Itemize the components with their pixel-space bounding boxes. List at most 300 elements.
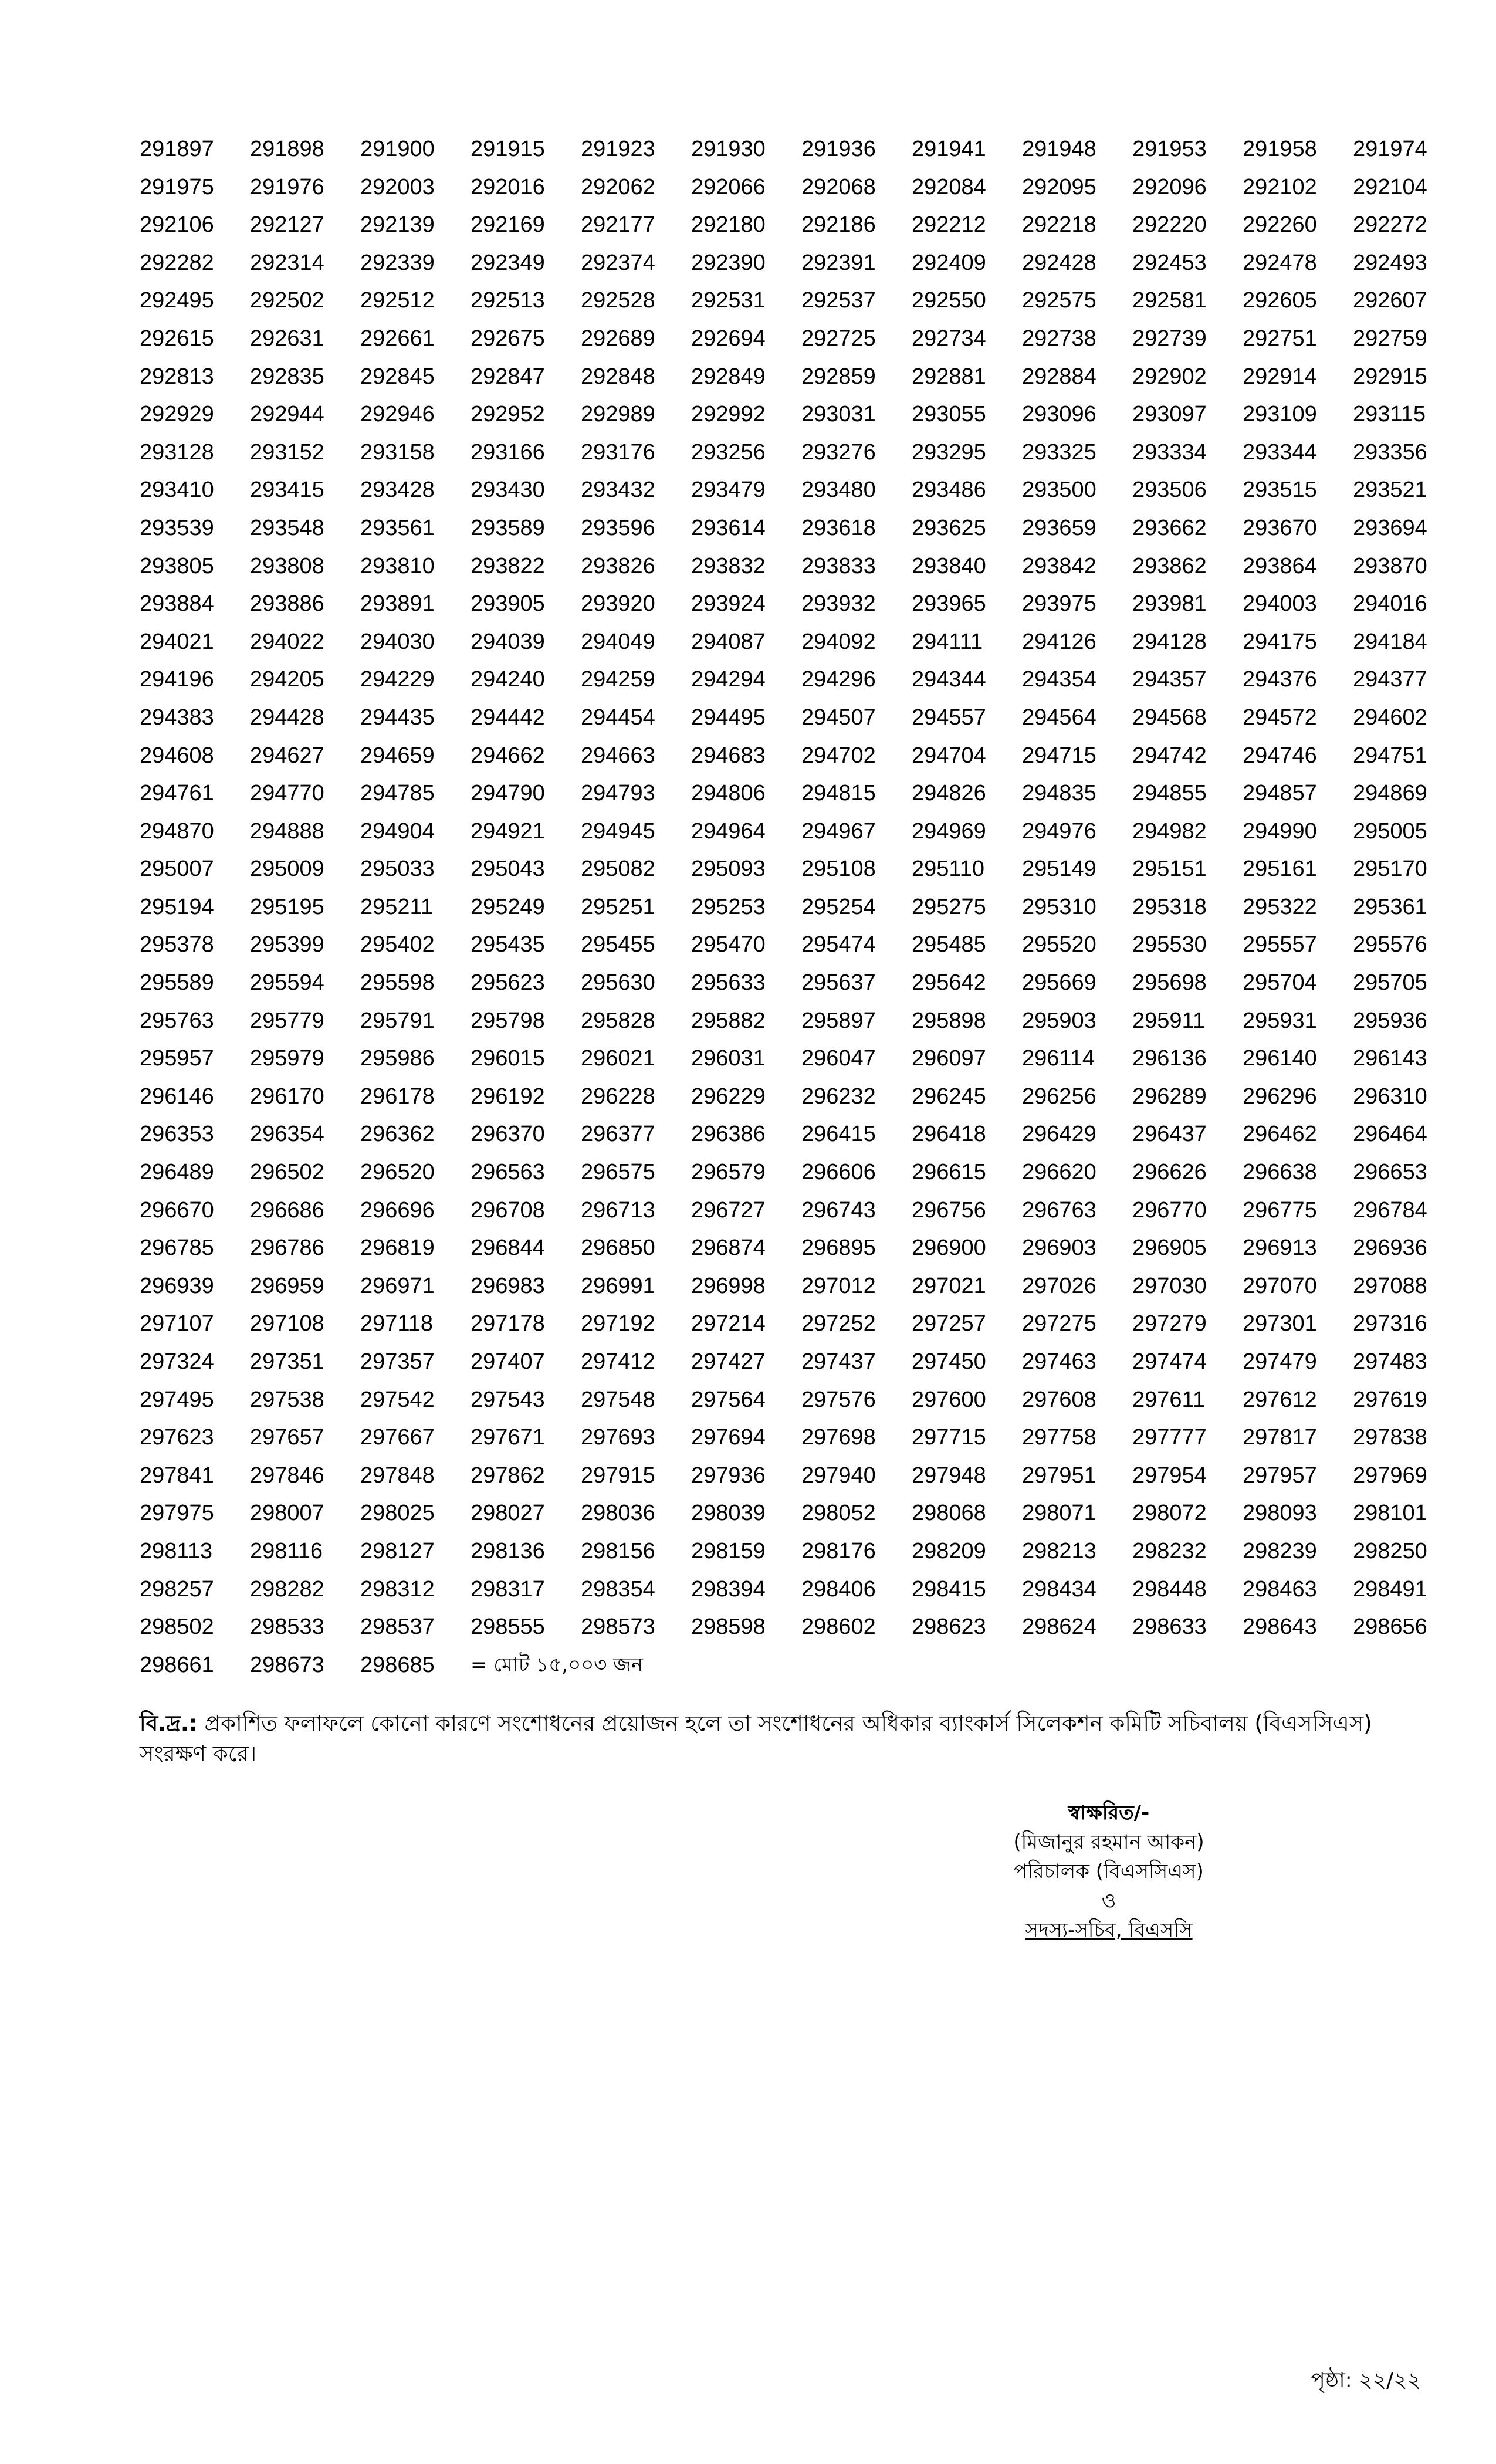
roll-number-cell: 297657 <box>250 1425 324 1450</box>
roll-number-cell: 295033 <box>360 857 435 882</box>
roll-number-cell: 292575 <box>1022 288 1096 313</box>
roll-number-cell: 291898 <box>250 137 324 161</box>
roll-number-cell: 294344 <box>912 667 986 692</box>
roll-number-cell: 298502 <box>140 1615 214 1640</box>
roll-number-cell: 297324 <box>140 1349 214 1374</box>
roll-number-cell: 295455 <box>581 932 655 957</box>
roll-number-cell: 294785 <box>360 781 435 806</box>
roll-number-cell: 295318 <box>1132 894 1207 919</box>
table-row <box>140 395 1463 434</box>
roll-number-cell: 298633 <box>1132 1615 1207 1640</box>
roll-number-cell: 293515 <box>1243 478 1317 503</box>
roll-number-cell: 295882 <box>691 1008 766 1033</box>
roll-number-cell: 294976 <box>1022 818 1096 844</box>
roll-number-cell: 291975 <box>140 174 214 199</box>
roll-number-cell: 296905 <box>1132 1236 1207 1261</box>
roll-number-cell: 297936 <box>691 1463 766 1488</box>
roll-number-cell: 297969 <box>1353 1463 1427 1488</box>
table-row <box>140 1153 1463 1192</box>
roll-number-cell: 292813 <box>140 364 214 389</box>
roll-number-cell: 292428 <box>1022 250 1096 275</box>
roll-number-cell: 297948 <box>912 1463 986 1488</box>
roll-number-cell: 295791 <box>360 1008 435 1033</box>
roll-number-cell: 292845 <box>360 364 435 389</box>
roll-number-cell: 296575 <box>581 1160 655 1185</box>
roll-number-cell: 296874 <box>691 1236 766 1261</box>
roll-number-cell: 297543 <box>471 1387 545 1412</box>
roll-number-cell: 295009 <box>250 857 324 882</box>
roll-number-cell: 292478 <box>1243 250 1317 275</box>
table-row <box>140 1494 1463 1532</box>
roll-number-cell: 296903 <box>1022 1236 1096 1261</box>
table-row <box>140 1419 1463 1457</box>
roll-number-cell: 298415 <box>912 1576 986 1602</box>
roll-number-cell: 297957 <box>1243 1463 1317 1488</box>
roll-number-cell: 294184 <box>1353 629 1427 654</box>
roll-number-cell: 297715 <box>912 1425 986 1450</box>
roll-number-cell: 294376 <box>1243 667 1317 692</box>
roll-number-cell: 293614 <box>691 515 766 540</box>
roll-number-cell: 292493 <box>1353 250 1427 275</box>
roll-number-cell: 292725 <box>801 326 876 351</box>
roll-number-cell: 297026 <box>1022 1273 1096 1298</box>
roll-number-cell: 292096 <box>1132 174 1207 199</box>
roll-number-cell: 297841 <box>140 1463 214 1488</box>
roll-number-cell: 296170 <box>250 1084 324 1109</box>
roll-number-cell: 296983 <box>471 1273 545 1298</box>
roll-number-cell: 294945 <box>581 818 655 844</box>
roll-number-cell: 297279 <box>1132 1311 1207 1336</box>
roll-number-cell: 294175 <box>1243 629 1317 654</box>
roll-number-cell: 298537 <box>360 1615 435 1640</box>
roll-number-cell: 297030 <box>1132 1273 1207 1298</box>
roll-number-cell: 293981 <box>1132 591 1207 617</box>
table-row <box>140 471 1463 509</box>
roll-number-cell: 293625 <box>912 515 986 540</box>
roll-number-cell: 296114 <box>1022 1046 1095 1071</box>
roll-number-cell: 293548 <box>250 515 324 540</box>
roll-number-cell: 297564 <box>691 1387 766 1412</box>
roll-number-cell: 294507 <box>801 705 876 730</box>
roll-number-cell: 294495 <box>691 705 766 730</box>
roll-number-cell: 294742 <box>1132 743 1207 768</box>
roll-number-cell: 293115 <box>1353 402 1426 427</box>
roll-number-cell: 295986 <box>360 1046 435 1071</box>
roll-number-cell: 295530 <box>1132 932 1207 957</box>
roll-number-cell: 297178 <box>471 1311 545 1336</box>
roll-number-cell: 296615 <box>912 1160 986 1185</box>
table-row <box>140 1078 1463 1116</box>
table-row <box>140 168 1463 207</box>
roll-number-cell: 294790 <box>471 781 545 806</box>
roll-number-cell: 298555 <box>471 1615 545 1640</box>
roll-number-cell: 296228 <box>581 1084 655 1109</box>
roll-number-cell: 292689 <box>581 326 655 351</box>
roll-number-cell: 296936 <box>1353 1236 1427 1261</box>
roll-number-cell: 291930 <box>691 137 766 161</box>
table-row <box>140 1532 1463 1571</box>
roll-number-cell: 297107 <box>140 1311 214 1336</box>
roll-number-cell: 293415 <box>250 478 324 503</box>
signatory-role: সদস্য-সচিব, বিএসসি <box>1025 1918 1193 1942</box>
roll-number-cell: 292349 <box>471 250 545 275</box>
roll-number-cell: 293670 <box>1243 515 1317 540</box>
roll-number-cell: 298072 <box>1132 1501 1207 1526</box>
roll-number-cell: 298317 <box>471 1576 545 1602</box>
roll-number-cell: 296939 <box>140 1273 214 1298</box>
roll-number-cell: 296418 <box>912 1122 986 1147</box>
signature-block <box>991 1798 1226 1945</box>
roll-number-cell: 293158 <box>360 439 435 465</box>
roll-number-cell: 298116 <box>250 1538 323 1563</box>
roll-number-cell: 296686 <box>250 1197 324 1223</box>
roll-number-cell: 294021 <box>140 629 214 654</box>
roll-number-cell: 294377 <box>1353 667 1427 692</box>
roll-number-cell: 298434 <box>1022 1576 1096 1602</box>
roll-number-cell: 295594 <box>250 970 324 996</box>
roll-number-cell: 298213 <box>1022 1538 1096 1563</box>
roll-number-cell: 298209 <box>912 1538 986 1563</box>
roll-number-cell: 298463 <box>1243 1576 1317 1602</box>
signatory-name: (মিজানুর রহমান আকন) <box>1013 1830 1204 1854</box>
roll-number-cell: 293055 <box>912 402 986 427</box>
roll-number-cell: 296437 <box>1132 1122 1207 1147</box>
roll-number-cell: 293096 <box>1022 402 1096 427</box>
roll-number-cell: 296959 <box>250 1273 324 1298</box>
roll-number-cell: 295763 <box>140 1008 214 1033</box>
roll-number-cell: 292528 <box>581 288 655 313</box>
roll-number-cell: 293506 <box>1132 478 1207 503</box>
roll-number-cell: 293842 <box>1022 553 1096 578</box>
roll-number-cell: 293840 <box>912 553 986 578</box>
roll-number-cell: 291900 <box>360 137 435 161</box>
roll-number-cell: 292884 <box>1022 364 1096 389</box>
roll-number-cell: 291923 <box>581 137 655 161</box>
roll-number-cell: 297427 <box>691 1349 766 1374</box>
roll-number-cell: 296756 <box>912 1197 986 1223</box>
roll-number-cell: 296192 <box>471 1084 545 1109</box>
roll-number-cell: 292631 <box>250 326 324 351</box>
roll-number-cell: 296289 <box>1132 1084 1207 1109</box>
roll-number-cell: 292751 <box>1243 326 1317 351</box>
roll-number-cell: 293256 <box>691 439 766 465</box>
roll-number-cell: 292881 <box>912 364 986 389</box>
roll-number-cell: 294855 <box>1132 781 1207 806</box>
roll-number-cell: 295705 <box>1353 970 1427 996</box>
roll-number-cell: 297600 <box>912 1387 986 1412</box>
roll-number-cell: 297940 <box>801 1463 876 1488</box>
roll-number-cell: 292339 <box>360 250 435 275</box>
roll-number-cell: 297275 <box>1022 1311 1096 1336</box>
roll-number-cell: 297495 <box>140 1387 214 1412</box>
roll-number-cell: 297192 <box>581 1311 655 1336</box>
roll-number-cell: 297108 <box>250 1311 324 1336</box>
roll-number-cell: 294435 <box>360 705 435 730</box>
roll-number-cell: 296178 <box>360 1084 435 1109</box>
roll-number-cell: 294704 <box>912 743 986 768</box>
roll-number-cell: 292615 <box>140 326 214 351</box>
roll-number-cell: 295149 <box>1022 857 1096 882</box>
roll-number-cell: 292605 <box>1243 288 1317 313</box>
roll-number-cell: 292212 <box>912 212 986 238</box>
roll-number-cell: 294296 <box>801 667 876 692</box>
roll-number-cell: 294662 <box>471 743 545 768</box>
roll-number-cell: 298027 <box>471 1501 545 1526</box>
roll-number-cell: 297693 <box>581 1425 655 1450</box>
roll-number-cell: 293500 <box>1022 478 1096 503</box>
roll-number-cell: 296626 <box>1132 1160 1207 1185</box>
roll-number-cell: 293152 <box>250 439 324 465</box>
roll-number-cell: 293561 <box>360 515 435 540</box>
roll-number-cell: 298176 <box>801 1538 876 1563</box>
roll-number-cell: 292835 <box>250 364 324 389</box>
table-row <box>140 206 1463 244</box>
roll-number-cell: 296031 <box>691 1046 766 1071</box>
roll-number-cell: 296727 <box>691 1197 766 1223</box>
roll-number-cell: 295520 <box>1022 932 1096 957</box>
roll-number-cell: 293694 <box>1353 515 1427 540</box>
table-row <box>140 850 1463 888</box>
roll-number-cell: 292180 <box>691 212 766 238</box>
roll-number-cell: 294022 <box>250 629 324 654</box>
roll-number-cell: 291941 <box>912 137 986 161</box>
roll-number-cell: 296786 <box>250 1236 324 1261</box>
roll-number-cell: 298656 <box>1353 1615 1427 1640</box>
table-row <box>140 1646 1463 1684</box>
roll-number-cell: 296606 <box>801 1160 876 1185</box>
roll-number-cell: 294964 <box>691 818 766 844</box>
roll-number-cell: 295082 <box>581 857 655 882</box>
roll-number-cell: 298156 <box>581 1538 655 1563</box>
roll-number-cell: 298354 <box>581 1576 655 1602</box>
roll-number-cell: 298232 <box>1132 1538 1207 1563</box>
roll-number-cell: 293659 <box>1022 515 1096 540</box>
roll-number-cell: 294092 <box>801 629 876 654</box>
roll-number-cell: 294659 <box>360 743 435 768</box>
roll-number-cell: 295007 <box>140 857 214 882</box>
roll-number-cell: 292513 <box>471 288 545 313</box>
roll-number-cell: 295669 <box>1022 970 1096 996</box>
roll-number-cell: 293176 <box>581 439 655 465</box>
roll-number-cell: 292915 <box>1353 364 1427 389</box>
page-number: পৃষ্ঠা: ২২/২২ <box>1311 2368 1421 2392</box>
roll-number-cell: 291915 <box>471 137 545 161</box>
roll-number-cell: 296354 <box>250 1122 324 1147</box>
roll-number-cell: 292409 <box>912 250 986 275</box>
roll-number-cell: 296784 <box>1353 1197 1427 1223</box>
table-row <box>140 813 1463 851</box>
roll-number-cell: 296362 <box>360 1122 435 1147</box>
roll-number-cell: 298406 <box>801 1576 876 1602</box>
roll-number-cell: 295698 <box>1132 970 1207 996</box>
roll-number-cell: 295253 <box>691 894 766 919</box>
roll-number-cell: 293932 <box>801 591 876 617</box>
roll-number-cell: 292084 <box>912 174 986 199</box>
table-row <box>140 320 1463 358</box>
roll-number-cell: 295402 <box>360 932 435 957</box>
roll-number-cell: 292104 <box>1353 174 1427 199</box>
roll-number-cell: 297846 <box>250 1463 324 1488</box>
roll-number-cell: 296386 <box>691 1122 766 1147</box>
roll-number-cell: 295043 <box>471 857 545 882</box>
roll-number-cell: 292106 <box>140 212 214 238</box>
roll-number-cell: 295936 <box>1353 1008 1427 1033</box>
table-row <box>140 1192 1463 1230</box>
roll-number-cell: 294442 <box>471 705 545 730</box>
roll-number-cell: 293344 <box>1243 439 1317 465</box>
roll-number-cell: 293596 <box>581 515 655 540</box>
roll-number-cell: 293864 <box>1243 553 1317 578</box>
table-row <box>140 1115 1463 1153</box>
roll-number-cell: 295275 <box>912 894 986 919</box>
roll-number-cell: 294761 <box>140 781 214 806</box>
roll-number-cell: 294294 <box>691 667 766 692</box>
roll-number-cell: 294608 <box>140 743 214 768</box>
roll-number-cell: 295828 <box>581 1008 655 1033</box>
roll-number-cell: 295485 <box>912 932 986 957</box>
table-row <box>140 282 1463 320</box>
table-row <box>140 509 1463 547</box>
roll-number-cell: 292003 <box>360 174 435 199</box>
roll-number-cell: 298661 <box>140 1652 214 1677</box>
roll-number-cell: 294751 <box>1353 743 1427 768</box>
roll-number-cell: 294126 <box>1022 629 1096 654</box>
roll-number-cell: 295704 <box>1243 970 1317 996</box>
roll-number-cell: 292169 <box>471 212 545 238</box>
table-row <box>140 585 1463 623</box>
roll-number-cell: 295110 <box>912 857 984 882</box>
roll-number-cell: 293884 <box>140 591 214 617</box>
roll-number-cell: 296743 <box>801 1197 876 1223</box>
roll-number-cell: 295798 <box>471 1008 545 1033</box>
roll-number-cell: 295637 <box>801 970 876 996</box>
roll-number-cell: 293618 <box>801 515 876 540</box>
roll-number-cell: 295897 <box>801 1008 876 1033</box>
roll-number-cell: 293833 <box>801 553 876 578</box>
roll-number-cell: 297698 <box>801 1425 876 1450</box>
roll-number-cell: 295931 <box>1243 1008 1317 1033</box>
roll-number-cell: 293920 <box>581 591 655 617</box>
table-row <box>140 1305 1463 1343</box>
roll-number-cell: 292218 <box>1022 212 1096 238</box>
roll-number-cell: 298071 <box>1022 1501 1096 1526</box>
roll-number-cell: 297021 <box>912 1273 986 1298</box>
roll-number-cell: 298007 <box>250 1501 324 1526</box>
roll-number-cell: 292759 <box>1353 326 1427 351</box>
roll-number-cell: 296913 <box>1243 1236 1317 1261</box>
roll-number-cell: 293432 <box>581 478 655 503</box>
roll-number-cell: 292848 <box>581 364 655 389</box>
roll-number-cell: 292902 <box>1132 364 1207 389</box>
roll-number-cell: 298533 <box>250 1615 324 1640</box>
signed-mark: স্বাক্ষরিত/- <box>1068 1801 1150 1825</box>
roll-number-cell: 292062 <box>581 174 655 199</box>
roll-number-cell: 294627 <box>250 743 324 768</box>
roll-number-cell: 294746 <box>1243 743 1317 768</box>
roll-number-cell: 297848 <box>360 1463 435 1488</box>
roll-number-cell: 294921 <box>471 818 545 844</box>
roll-number-cell: 295195 <box>250 894 324 919</box>
roll-number-cell: 296563 <box>471 1160 545 1185</box>
roll-number-cell: 295642 <box>912 970 986 996</box>
table-row <box>140 1229 1463 1267</box>
roll-number-cell: 292738 <box>1022 326 1096 351</box>
table-row <box>140 547 1463 585</box>
roll-number-cell: 294128 <box>1132 629 1207 654</box>
roll-number-cell: 294111 <box>912 629 983 654</box>
roll-number-cell: 293128 <box>140 439 214 465</box>
roll-number-cell: 292537 <box>801 288 876 313</box>
roll-number-cell: 295903 <box>1022 1008 1096 1033</box>
roll-number-cell: 296520 <box>360 1160 435 1185</box>
roll-number-cell: 293539 <box>140 515 214 540</box>
roll-number-cell: 297450 <box>912 1349 986 1374</box>
roll-number-cell: 293808 <box>250 553 324 578</box>
table-row <box>140 699 1463 737</box>
roll-number-cell: 294572 <box>1243 705 1317 730</box>
roll-number-cell: 295194 <box>140 894 214 919</box>
roll-number-cell: 292675 <box>471 326 545 351</box>
roll-number-cell: 298159 <box>691 1538 766 1563</box>
roll-number-cell: 293486 <box>912 478 986 503</box>
roll-number-cell: 298101 <box>1353 1501 1427 1526</box>
roll-number-cell: 292502 <box>250 288 324 313</box>
roll-number-cell: 292314 <box>250 250 324 275</box>
roll-number-cell: 291953 <box>1132 137 1207 161</box>
roll-number-cell: 297214 <box>691 1311 766 1336</box>
roll-number-cell: 296140 <box>1243 1046 1317 1071</box>
roll-number-cell: 294982 <box>1132 818 1207 844</box>
signature-conjunction: ও <box>1101 1889 1116 1913</box>
roll-number-cell: 292946 <box>360 402 435 427</box>
roll-number-cell: 295957 <box>140 1046 214 1071</box>
roll-number-cell: 298448 <box>1132 1576 1207 1602</box>
signatory-title: পরিচালক (বিএসসিএস) <box>1014 1860 1204 1883</box>
roll-number-cell: 297838 <box>1353 1425 1427 1450</box>
roll-number-cell: 296232 <box>801 1084 876 1109</box>
roll-number-cell: 294357 <box>1132 667 1207 692</box>
roll-number-cell: 292550 <box>912 288 986 313</box>
roll-number-cell: 298282 <box>250 1576 324 1602</box>
roll-number-cell: 292952 <box>471 402 545 427</box>
table-row <box>140 1457 1463 1495</box>
roll-number-cell: 295310 <box>1022 894 1096 919</box>
roll-number-cell: 295249 <box>471 894 545 919</box>
roll-number-cell: 294869 <box>1353 781 1427 806</box>
roll-number-cell: 292495 <box>140 288 214 313</box>
roll-number-cell: 294428 <box>250 705 324 730</box>
roll-number-cell: 294806 <box>691 781 766 806</box>
roll-number-cell: 296850 <box>581 1236 655 1261</box>
table-row <box>140 926 1463 964</box>
roll-number-cell: 292260 <box>1243 212 1317 238</box>
roll-number-cell: 294039 <box>471 629 545 654</box>
roll-number-cell: 293334 <box>1132 439 1207 465</box>
roll-number-cell: 292016 <box>471 174 545 199</box>
roll-number-cell: 292272 <box>1353 212 1427 238</box>
roll-number-cell: 293891 <box>360 591 435 617</box>
total-count: = মোট ১৫,০০৩ জন <box>471 1653 643 1677</box>
roll-number-cell: 294904 <box>360 818 435 844</box>
roll-number-cell: 297483 <box>1353 1349 1427 1374</box>
roll-number-cell: 293975 <box>1022 591 1096 617</box>
roll-number-cell: 293166 <box>471 439 545 465</box>
roll-number-cell: 296770 <box>1132 1197 1207 1223</box>
roll-number-cell: 293832 <box>691 553 766 578</box>
roll-number-cell: 297671 <box>471 1425 545 1450</box>
table-row <box>140 244 1463 282</box>
roll-number-cell: 296502 <box>250 1160 324 1185</box>
